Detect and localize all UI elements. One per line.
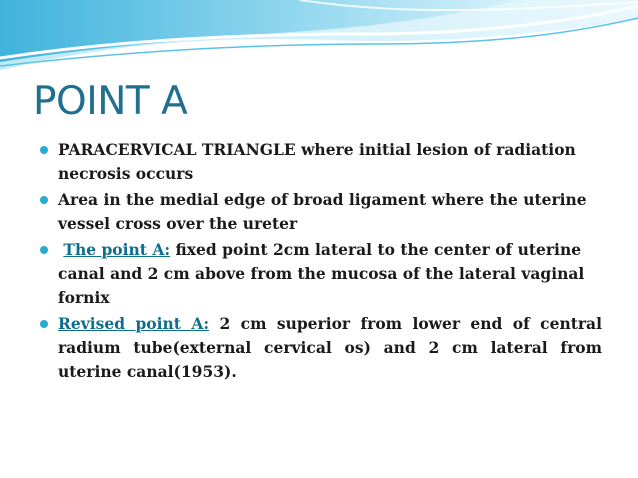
bullet-item <box>40 188 602 236</box>
slide-title: POINT A <box>33 79 188 124</box>
bullet-dot-icon <box>40 246 48 254</box>
bullet-text: fixed point 2cm lateral to the center of uterine canal and 2 cm above from the mucosa of the lateral vaginal fornix <box>58 240 585 307</box>
bullet-text: Area in the medial edge of broad ligament where the uterine vessel cross over the ureter <box>58 190 587 233</box>
revised-point-a-highlight: Revised point A: <box>58 314 210 333</box>
bullet-dot-icon <box>40 320 48 328</box>
bullet-item <box>40 138 602 186</box>
bullet-item <box>40 312 602 384</box>
bullet-dot-icon <box>40 146 48 154</box>
bullet-item <box>40 238 602 310</box>
point-a-highlight: The point A: <box>63 240 171 259</box>
bullet-dot-icon <box>40 196 48 204</box>
header-wave-decoration <box>0 0 638 80</box>
bullet-list <box>40 138 602 386</box>
bullet-text: 2 cm superior from lower end of central radium tube(external cervical os) and 2 cm lateral from uterine canal(1953). <box>58 314 602 381</box>
bullet-text: PARACERVICAL TRIANGLE where initial lesion of radiation necrosis occurs <box>58 140 576 183</box>
